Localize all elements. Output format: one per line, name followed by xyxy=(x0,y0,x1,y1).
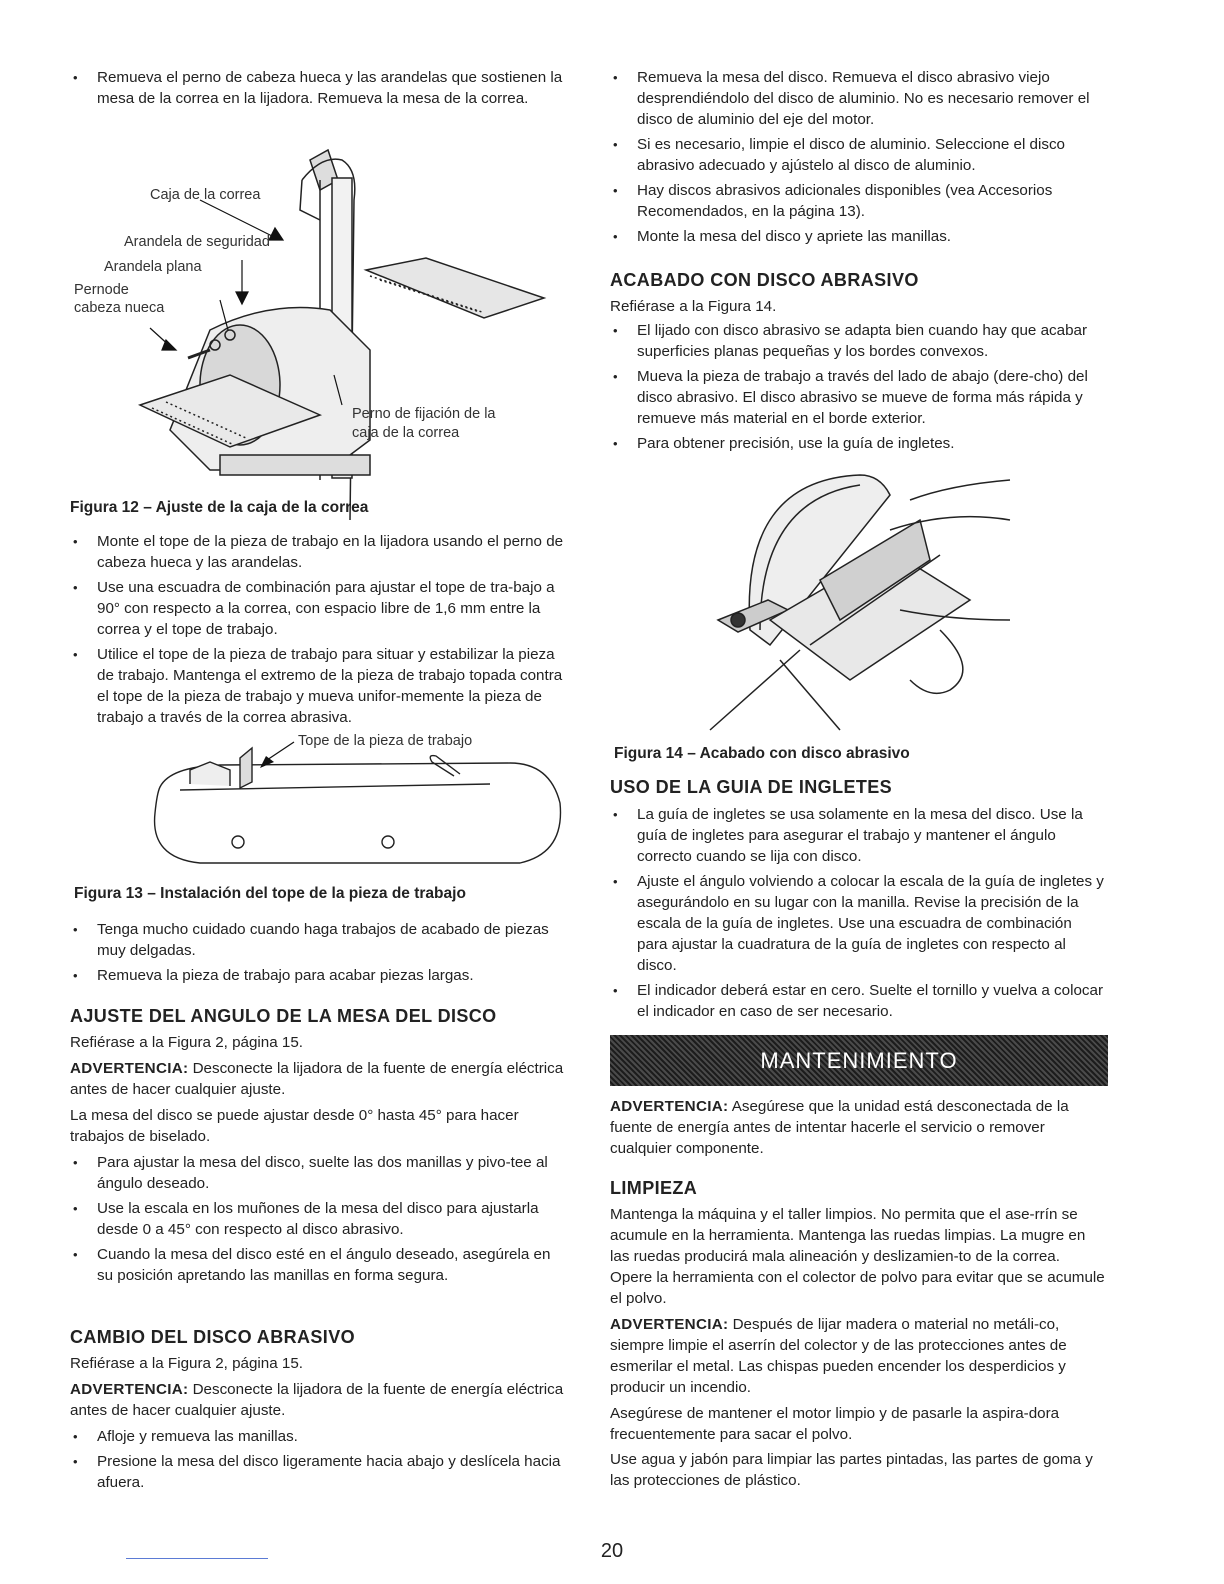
list-item: • Tenga mucho cuidado cuando haga trabajos de acabado de piezas muy delgadas. xyxy=(70,919,570,961)
list-item: • Si es necesario, limpie el disco de aluminio. Seleccione el disco abrasivo adecuado y ajústelo al disco de aluminio. xyxy=(610,134,1105,176)
list-item: • Presione la mesa del disco ligeramente hacia abajo y deslícela hacia afuera. xyxy=(70,1451,570,1493)
intro-list xyxy=(70,67,570,113)
label-arandela-seguridad: Arandela de seguridad xyxy=(124,234,270,250)
angulo-steps-list xyxy=(70,1152,570,1290)
warning-text: Desconecte la lijadora de la fuente de energía eléctrica antes de hacer cualquier ajuste. xyxy=(70,1381,564,1419)
ref-text: Refiérase a la Figura 14. xyxy=(610,298,777,315)
warning-text: Después de lijar madera o material no metáli-co, siempre limpie el aserrín del colector y de las protecciones antes de esmerilar el metal. Las chispas pueden encender los desperdicios y producir un incendio. xyxy=(610,1316,1067,1396)
fig12-steps-list xyxy=(70,531,570,732)
list-item: • Use una escuadra de combinación para ajustar el tope de tra-bajo a 90° con respecto a la correa, con espacio libre de 1,6 mm entre la correa y el tope de trabajo. xyxy=(70,577,570,640)
ref-text: Refiérase a la Figura 2, página 15. xyxy=(70,1034,304,1051)
label-arandela-plana: Arandela plana xyxy=(104,259,202,275)
warning-label: ADVERTENCIA: xyxy=(70,1381,189,1398)
paragraph: Mantenga la máquina y el taller limpios. No permita que el ase-rrín se acumule en la herramienta. Mantenga las ruedas limpias. La mugre en las ruedas producirá mala alineación y deslizamien-to de la correa. Opere la herramienta con el colector de polvo para evitar que se acumule el polvo. xyxy=(610,1206,1105,1307)
paragraph: La mesa del disco se puede ajustar desde 0° hasta 45° para hacer trabajos de biselado. xyxy=(70,1107,519,1145)
warning-label: ADVERTENCIA: xyxy=(610,1316,729,1333)
list-item: • Monte la mesa del disco y apriete las manillas. xyxy=(610,226,1105,247)
heading-cambio-disco: CAMBIO DEL DISCO ABRASIVO xyxy=(70,1327,356,1347)
page-number: 20 xyxy=(600,1540,624,1562)
disc-steps-list xyxy=(610,67,1105,251)
disc-finishing-illustration xyxy=(690,470,1020,735)
list-item: • Para ajustar la mesa del disco, suelte las dos manillas y pivo-tee al ángulo deseado. xyxy=(70,1152,570,1194)
figure-13-caption: Figura 13 – Instalación del tope de la pieza de trabajo xyxy=(74,885,466,902)
heading-acabado: ACABADO CON DISCO ABRASIVO xyxy=(610,270,919,290)
guia-list xyxy=(610,804,1105,1026)
list-item: • Monte el tope de la pieza de trabajo en la lijadora usando el perno de cabeza hueca y las arandelas. xyxy=(70,531,570,573)
label-tope: Tope de la pieza de trabajo xyxy=(298,733,473,749)
warning-label: ADVERTENCIA: xyxy=(610,1098,729,1115)
warning-text: Asegúrese que la unidad está desconectada de la fuente de energía antes de intentar hacerle el servicio o remover cualquier componente. xyxy=(610,1098,1069,1157)
figure-14 xyxy=(690,470,1020,735)
list-item: • Para obtener precisión, use la guía de ingletes. xyxy=(610,433,1105,454)
footer-rule xyxy=(126,1558,268,1559)
figure-13 xyxy=(120,732,560,877)
list-item: • Utilice el tope de la pieza de trabajo para situar y estabilizar la pieza de trabajo. Mantenga el extremo de la pieza de trabajo topada contra el tope de la pieza de trabajo y mueva unifor-memente la pieza de trabajo a través de la correa abrasiva. xyxy=(70,644,570,728)
warning-paragraph xyxy=(610,1314,1105,1398)
list-item: • El indicador deberá estar en cero. Suelte el tornillo y vuelva a colocar el indicador en caso de ser necesario. xyxy=(610,980,1105,1022)
figure-14-caption: Figura 14 – Acabado con disco abrasivo xyxy=(614,745,910,762)
label-perno-fijacion-1: Perno de fijación de la xyxy=(352,406,496,422)
figure-12-caption: Figura 12 – Ajuste de la caja de la correa xyxy=(70,499,369,516)
acabado-list xyxy=(610,320,1105,458)
list-item: • Cuando la mesa del disco esté en el ángulo deseado, asegúrela en su posición apretando las manillas en forma segura. xyxy=(70,1244,570,1286)
list-item: • Remueva la pieza de trabajo para acabar piezas largas. xyxy=(70,965,570,986)
work-stop-illustration xyxy=(120,732,560,877)
warning-label: ADVERTENCIA: xyxy=(70,1060,189,1077)
list-item: • Remueva la mesa del disco. Remueva el disco abrasivo viejo desprendiéndolo del disco de aluminio. No es necesario remover el disco de aluminio del eje del motor. xyxy=(610,67,1105,130)
cambio-steps-list xyxy=(70,1426,570,1497)
figure-12 xyxy=(70,140,570,490)
list-item: • La guía de ingletes se usa solamente en la mesa del disco. Use la guía de ingletes para asegurar el trabajo y mantener el ángulo correcto cuando se lija con disco. xyxy=(610,804,1105,867)
paragraph: Use agua y jabón para limpiar las partes pintadas, las partes de goma y las protecciones de plástico. xyxy=(610,1451,1093,1489)
label-caja-correa: Caja de la correa xyxy=(150,187,261,203)
warning-paragraph xyxy=(70,1058,570,1100)
label-pernode: Pernode xyxy=(74,282,129,298)
warning-paragraph xyxy=(70,1379,570,1421)
label-perno-fijacion-2: caja de la correa xyxy=(352,425,460,441)
heading-guia-ingletes: USO DE LA GUIA DE INGLETES xyxy=(610,777,893,797)
maintenance-banner: MANTENIMIENTO xyxy=(610,1035,1108,1086)
heading-ajuste-angulo: AJUSTE DEL ANGULO DE LA MESA DEL DISCO xyxy=(70,1006,497,1026)
heading-limpieza: LIMPIEZA xyxy=(610,1178,698,1198)
list-item: • Remueva el perno de cabeza hueca y las arandelas que sostienen la mesa de la correa en la lijadora. Remueva la mesa de la correa. xyxy=(70,67,570,109)
list-item: • El lijado con disco abrasivo se adapta bien cuando hay que acabar superficies planas pequeñas y los bordes convexos. xyxy=(610,320,1105,362)
maintenance-warning xyxy=(610,1096,1105,1159)
warning-text: Desconecte la lijadora de la fuente de energía eléctrica antes de hacer cualquier ajuste. xyxy=(70,1060,564,1098)
ref-text: Refiérase a la Figura 2, página 15. xyxy=(70,1355,304,1372)
list-item: • Hay discos abrasivos adicionales disponibles (vea Accesorios Recomendados, en la página 13). xyxy=(610,180,1105,222)
list-item: • Mueva la pieza de trabajo a través del lado de abajo (dere-cho) del disco abrasivo. El disco abrasivo se mueve de forma más rápida y remueve más material en el borde exterior. xyxy=(610,366,1105,429)
list-item: • Afloje y remueva las manillas. xyxy=(70,1426,570,1447)
fig13-notes-list xyxy=(70,919,570,990)
list-item: • Use la escala en los muñones de la mesa del disco para ajustarla desde 0 a 45° con respecto al disco abrasivo. xyxy=(70,1198,570,1240)
list-item: • Ajuste el ángulo volviendo a colocar la escala de la guía de ingletes y asegurándolo en su lugar con la manilla. Revise la precisión de la escala de la guía de ingletes. Use una escuadra de combinación para ajustar la cuadratura de la guía de ingletes con respecto al disco. xyxy=(610,871,1105,976)
paragraph: Asegúrese de mantener el motor limpio y de pasarle la aspira-dora frecuentemente para sacar el polvo. xyxy=(610,1405,1060,1443)
label-cabeza-nueca: cabeza nueca xyxy=(74,300,165,316)
